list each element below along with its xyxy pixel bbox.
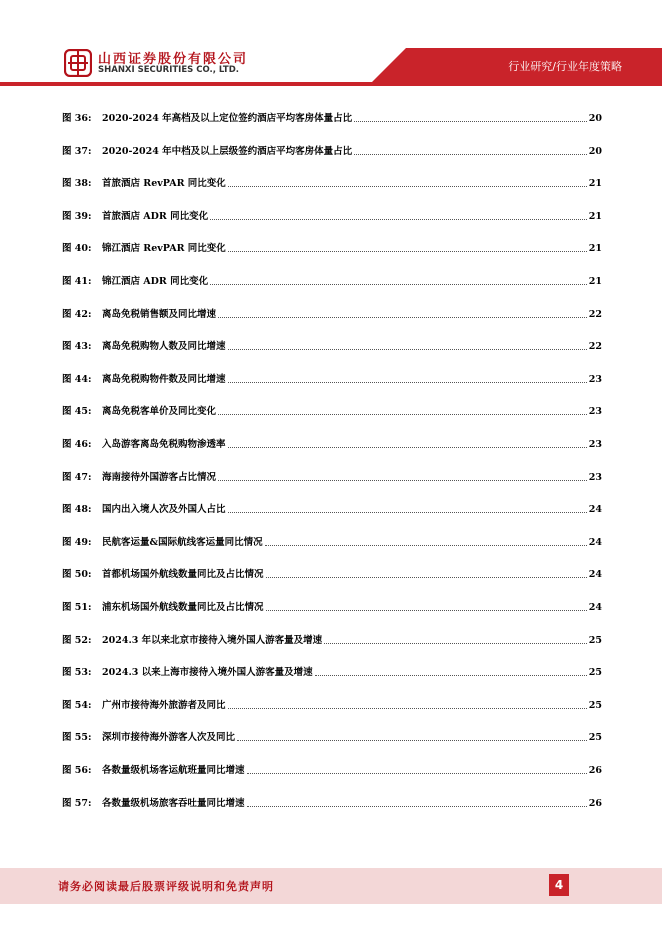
figure-title: 锦江酒店 RevPAR 同比变化 (102, 243, 226, 255)
figure-page-number: 24 (588, 536, 602, 548)
toc-row[interactable] (62, 371, 602, 387)
figure-title: 首旅酒店 ADR 同比变化 (102, 210, 209, 222)
figure-page-number: 25 (588, 667, 602, 679)
dot-leader (228, 707, 587, 709)
figure-title: 民航客运量&国际航线客运量同比情况 (102, 536, 263, 548)
dot-leader (228, 185, 587, 187)
toc-row[interactable] (62, 632, 602, 648)
toc-row[interactable] (62, 729, 602, 745)
section-title: 行业研究/行业年度策略 (508, 60, 622, 73)
figure-title: 离岛免税购物人数及同比增速 (102, 341, 226, 353)
dot-leader (228, 446, 587, 448)
page-header (0, 0, 662, 95)
figure-label: 图 43: (62, 341, 92, 353)
figure-label: 图 53: (62, 667, 92, 679)
figure-title: 深圳市接待海外游客人次及同比 (102, 732, 236, 744)
figure-page-number: 24 (588, 602, 602, 613)
company-name-en: SHANXI SECURITIES CO., LTD. (98, 65, 240, 75)
dot-leader (237, 739, 587, 741)
figure-label: 图 46: (62, 439, 92, 450)
dot-leader (266, 609, 587, 611)
toc-row[interactable] (62, 469, 602, 485)
company-name-cn: 山西证券股份有限公司 (98, 52, 249, 67)
figure-label: 图 48: (62, 504, 92, 516)
figure-title: 首都机场国外航线数量同比及占比情况 (102, 569, 264, 581)
figure-page-number: 21 (588, 178, 602, 190)
dot-leader (354, 153, 587, 155)
toc-row[interactable] (62, 664, 602, 680)
dot-leader (324, 642, 587, 644)
figure-page-number: 21 (588, 210, 602, 222)
figure-page-number: 21 (588, 276, 602, 287)
figure-label: 图 56: (62, 765, 92, 776)
figure-label: 图 52: (62, 634, 92, 646)
toc-row[interactable] (62, 208, 602, 224)
toc-row[interactable] (62, 436, 602, 452)
figure-title: 离岛免税购物件数及同比增速 (102, 373, 226, 385)
figure-page-number: 26 (588, 765, 602, 776)
figure-page-number: 20 (588, 113, 602, 124)
figure-label: 图 51: (62, 602, 92, 613)
toc-row[interactable] (62, 501, 602, 517)
toc-row[interactable] (62, 566, 602, 582)
figure-page-number: 24 (588, 569, 602, 581)
shanxi-securities-logo-icon (64, 49, 92, 77)
figure-title: 首旅酒店 RevPAR 同比变化 (102, 178, 226, 190)
figure-label: 图 41: (62, 276, 92, 287)
toc-row[interactable] (62, 338, 602, 354)
figure-label: 图 42: (62, 308, 92, 320)
header-divider (0, 82, 662, 86)
figure-title: 各数量级机场旅客吞吐量同比增速 (102, 797, 245, 809)
figure-page-number: 22 (588, 341, 602, 353)
dot-leader (315, 674, 587, 676)
figure-page-number: 25 (588, 732, 602, 744)
dot-leader (218, 316, 587, 318)
figure-page-number: 22 (588, 308, 602, 320)
dot-leader (228, 511, 587, 513)
figure-label: 图 45: (62, 406, 92, 418)
figure-label: 图 50: (62, 569, 92, 581)
toc-row[interactable] (62, 240, 602, 256)
figure-title: 广州市接待海外旅游者及同比 (102, 699, 226, 711)
figure-page-number: 23 (588, 439, 602, 450)
toc-row[interactable] (62, 795, 602, 811)
toc-row[interactable] (62, 110, 602, 126)
dot-leader (265, 544, 587, 546)
figure-label: 图 57: (62, 797, 92, 809)
toc-row[interactable] (62, 762, 602, 778)
figure-title: 海南接待外国游客占比情况 (102, 471, 217, 483)
figure-label: 图 39: (62, 210, 92, 222)
toc-row[interactable] (62, 697, 602, 713)
toc-row[interactable] (62, 175, 602, 191)
figure-page-number: 23 (588, 406, 602, 418)
toc-row[interactable] (62, 306, 602, 322)
figure-page-number: 21 (588, 243, 602, 255)
figure-label: 图 44: (62, 373, 92, 385)
figure-page-number: 24 (588, 504, 602, 516)
page-number: 4 (549, 874, 569, 896)
footer-disclaimer: 请务必阅读最后股票评级说明和免责声明 (58, 880, 274, 893)
figure-label: 图 37: (62, 145, 92, 157)
toc-row[interactable] (62, 273, 602, 289)
figure-title: 入岛游客离岛免税购物渗透率 (102, 439, 226, 450)
dot-leader (210, 218, 587, 220)
toc-row[interactable] (62, 403, 602, 419)
figure-title: 2020-2024 年中档及以上层级签约酒店平均客房体量占比 (102, 145, 353, 157)
figure-title: 国内出入境人次及外国人占比 (102, 504, 226, 516)
figure-page-number: 23 (588, 373, 602, 385)
figure-label: 图 36: (62, 113, 92, 124)
toc-row[interactable] (62, 143, 602, 159)
figure-label: 图 55: (62, 732, 92, 744)
figure-label: 图 54: (62, 699, 92, 711)
dot-leader (247, 805, 587, 807)
toc-row[interactable] (62, 534, 602, 550)
dot-leader (228, 381, 587, 383)
figure-title: 2024.3 以来上海市接待入境外国人游客量及增速 (102, 667, 313, 679)
dot-leader (218, 479, 587, 481)
dot-leader (228, 348, 587, 350)
figure-page-number: 25 (588, 634, 602, 646)
figure-label: 图 38: (62, 178, 92, 190)
figure-title: 各数量级机场客运航班量同比增速 (102, 765, 245, 776)
figure-page-number: 26 (588, 797, 602, 809)
dot-leader (210, 283, 587, 285)
figure-page-number: 20 (588, 145, 602, 157)
figure-label: 图 49: (62, 536, 92, 548)
dot-leader (354, 120, 587, 122)
toc-row[interactable] (62, 599, 602, 615)
dot-leader (247, 772, 587, 774)
figure-page-number: 23 (588, 471, 602, 483)
figure-label: 图 40: (62, 243, 92, 255)
figure-title: 锦江酒店 ADR 同比变化 (102, 276, 209, 287)
dot-leader (266, 576, 587, 578)
figure-title: 浦东机场国外航线数量同比及占比情况 (102, 602, 264, 613)
figure-title: 2024.3 年以来北京市接待入境外国人游客量及增速 (102, 634, 323, 646)
figure-title: 离岛免税客单价及同比变化 (102, 406, 217, 418)
dot-leader (228, 250, 587, 252)
dot-leader (218, 413, 587, 415)
figure-title: 离岛免税销售额及同比增速 (102, 308, 217, 320)
figure-page-number: 25 (588, 699, 602, 711)
figure-label: 图 47: (62, 471, 92, 483)
figure-title: 2020-2024 年高档及以上定位签约酒店平均客房体量占比 (102, 113, 353, 124)
